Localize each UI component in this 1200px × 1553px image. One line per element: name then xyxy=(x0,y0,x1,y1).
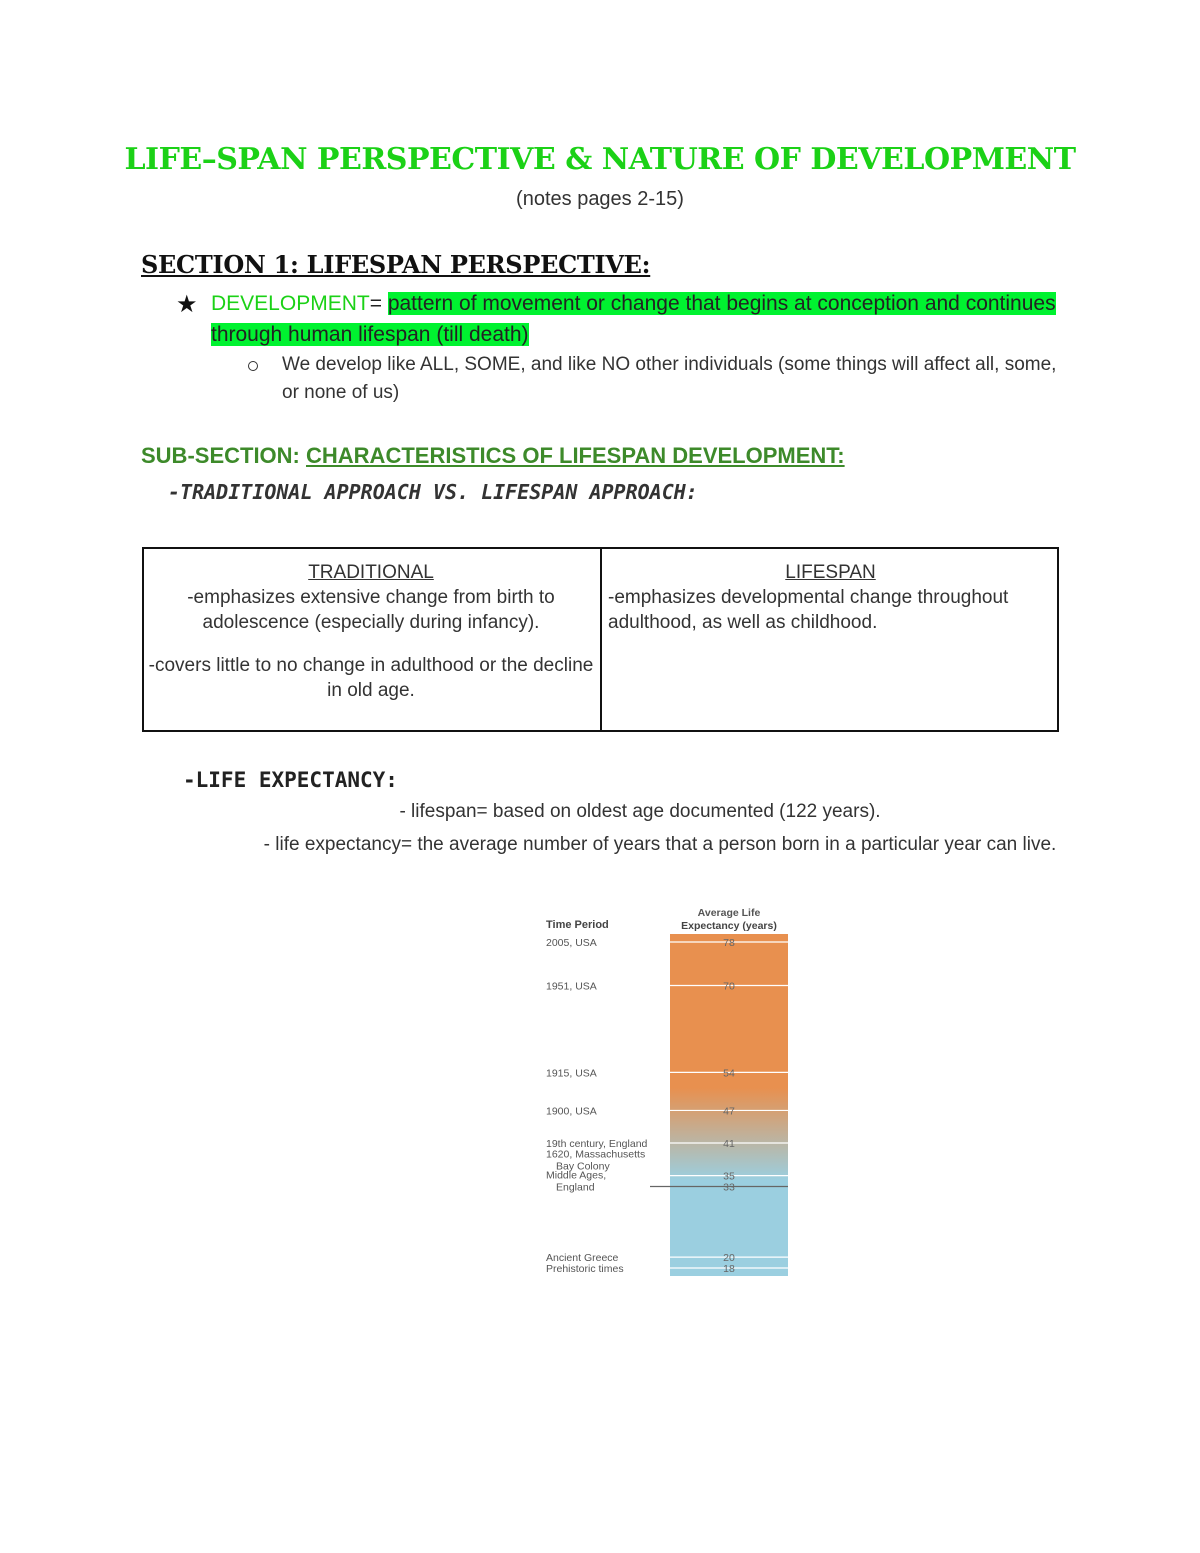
approach-suffix: : xyxy=(685,480,698,504)
page-subtitle: (notes pages 2-15) xyxy=(516,188,684,210)
expectancy-value: 18 xyxy=(723,1263,735,1275)
section-heading: SECTION 1: LIFESPAN PERSPECTIVE: xyxy=(141,250,651,279)
time-period-label: Ancient Greece xyxy=(546,1252,619,1265)
traditional-cell xyxy=(144,560,598,703)
time-period-label: 1900, USA xyxy=(546,1105,597,1118)
subsection-title: CHARACTERISTICS OF LIFESPAN DEVELOPMENT: xyxy=(306,443,845,468)
page-title: LIFE–SPAN PERSPECTIVE & NATURE OF DEVELOPMENT xyxy=(124,142,1076,177)
life-expectancy-chart-svg xyxy=(510,898,810,1283)
approach-prefix: - xyxy=(168,480,181,504)
sub-bullet-text: We develop like ALL, SOME, and like NO other individuals (some things will affect all, some, or none of us) xyxy=(282,354,1057,403)
expectancy-value: 35 xyxy=(723,1170,735,1183)
time-period-label: 1915, USA xyxy=(546,1067,597,1080)
approach-title: TRADITIONAL APPROACH VS. LIFESPAN APPROACH xyxy=(180,480,686,504)
expectancy-value: 78 xyxy=(723,937,735,949)
expectancy-value: 54 xyxy=(723,1067,735,1080)
time-period-label: 2005, USA xyxy=(546,937,597,949)
expectancy-value: 70 xyxy=(723,980,735,993)
term-development: DEVELOPMENT xyxy=(211,292,370,315)
time-period-label: England xyxy=(556,1181,595,1194)
time-period-label: 1951, USA xyxy=(546,980,597,993)
expectancy-value: 41 xyxy=(723,1138,735,1151)
life-expectancy-heading: -LIFE EXPECTANCY: xyxy=(183,768,398,792)
time-period-label: 19th century, England xyxy=(546,1138,648,1151)
definition-text: pattern of movement or change that begins at conception and continues through human lifespan (till death) xyxy=(211,292,1056,346)
approach-heading xyxy=(168,480,698,504)
star-icon: ★ xyxy=(176,290,198,318)
col-header-value-line1: Average Life xyxy=(697,907,761,919)
col-header-value-line2: Expectancy (years) xyxy=(681,920,777,932)
traditional-point-1: -emphasizes extensive change from birth to adolescence (especially during infancy). xyxy=(187,587,555,633)
traditional-header: TRADITIONAL xyxy=(308,562,434,583)
lifespan-point-1: -emphasizes developmental change throughout adulthood, as well as childhood. xyxy=(608,587,1009,633)
traditional-point-2: -covers little to no change in adulthood or the decline in old age. xyxy=(148,655,594,701)
subsection-heading xyxy=(141,443,845,469)
lifespan-header: LIFESPAN xyxy=(785,562,876,583)
time-period-label: 1620, Massachusetts xyxy=(546,1148,646,1161)
development-definition xyxy=(211,288,1071,350)
time-period-label: Prehistoric times xyxy=(546,1263,624,1275)
life-expectancy-chart xyxy=(510,898,810,1283)
time-period-label: Middle Ages, xyxy=(546,1169,607,1182)
lifespan-definition: - lifespan= based on oldest age documented (122 years). xyxy=(399,801,881,822)
lifespan-cell xyxy=(608,560,1053,635)
table-divider xyxy=(600,547,602,732)
time-period-label: Bay Colony xyxy=(556,1160,610,1173)
equals-sign: = xyxy=(369,292,388,315)
expectancy-value: 20 xyxy=(723,1252,735,1265)
col-header-period: Time Period xyxy=(546,919,609,931)
life-expectancy-definition: - life expectancy= the average number of years that a person born in a particular year can live. xyxy=(263,834,1057,855)
expectancy-value: 47 xyxy=(723,1105,735,1118)
subsection-label: SUB-SECTION: xyxy=(141,443,306,468)
expectancy-value: 33 xyxy=(723,1181,735,1194)
circle-bullet-icon xyxy=(248,361,258,371)
